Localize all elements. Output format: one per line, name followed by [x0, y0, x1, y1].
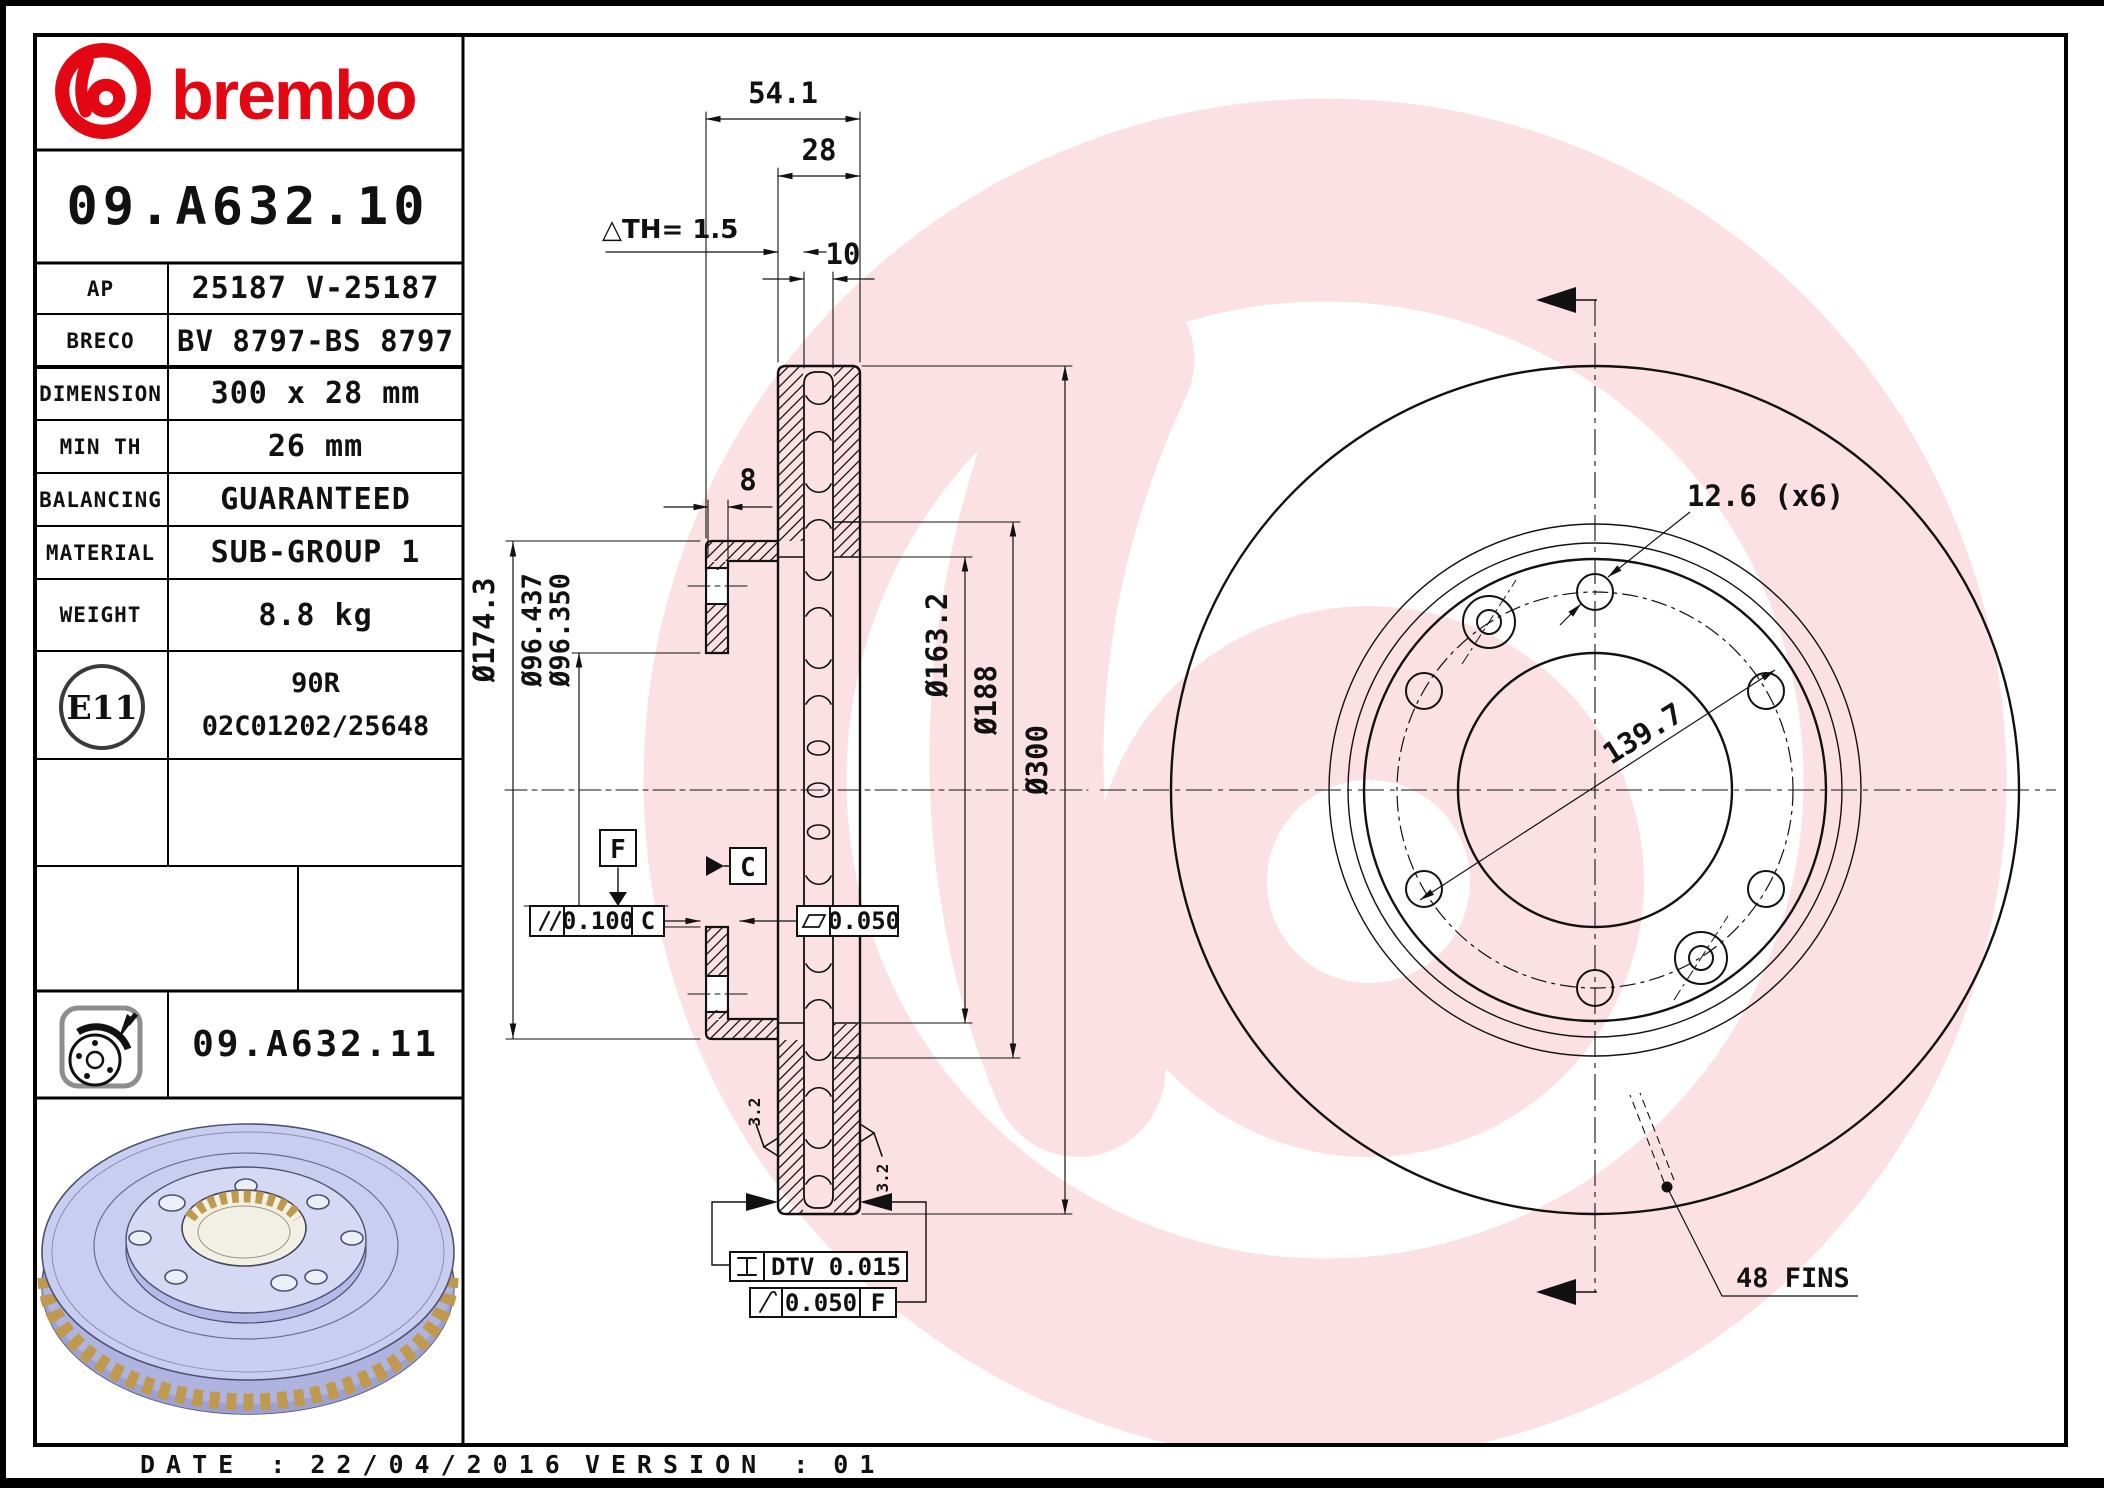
version-value: 01 — [833, 1450, 886, 1479]
spec-value: GUARANTEED — [220, 482, 411, 517]
date-label: DATE : — [140, 1450, 297, 1479]
spec-label: WEIGHT — [59, 603, 142, 627]
e-mark-badge: E11 — [59, 664, 145, 750]
spec-label: MATERIAL — [45, 540, 156, 565]
brand-row — [33, 33, 463, 150]
svg-text:F: F — [870, 1289, 886, 1317]
spec-row-minth — [33, 420, 463, 473]
spec-label: BRECO — [66, 328, 135, 353]
spec-label: MIN TH — [59, 434, 142, 459]
dim-wear-limit: △TH= 1.5 — [602, 215, 739, 245]
runout-tolerance-frame — [750, 1288, 896, 1317]
dia-outer: Ø300 — [1020, 725, 1054, 795]
spec-value: BV 8797-BS 8797 — [177, 323, 454, 358]
spec-value: SUB-GROUP 1 — [210, 535, 421, 570]
dim-thickness: 28 — [801, 133, 837, 167]
spec-row-breco — [33, 314, 463, 367]
spec-label: AP — [86, 276, 115, 301]
bolt-hole-dim: 12.6 (x6) — [1687, 479, 1845, 513]
dia-friction-inner: Ø163.2 — [920, 592, 954, 698]
dim-overall-width: 54.1 — [748, 76, 818, 110]
spec-label: DIMENSION — [39, 381, 162, 406]
spec-value: 25187 V-25187 — [191, 271, 440, 306]
page-edge-top — [0, 0, 2104, 6]
page-edge-left — [0, 0, 6, 1488]
spec-value: 300 x 28 mm — [210, 376, 421, 411]
roughness-left: 3.2 — [745, 1097, 764, 1127]
dia-bore-max: Ø96.437 — [517, 573, 548, 687]
spec-row-balancing — [33, 473, 463, 526]
svg-text:DTV 0.015: DTV 0.015 — [770, 1253, 902, 1281]
datum-f-triangle — [609, 892, 627, 906]
spec-label: BALANCING — [39, 487, 162, 512]
dia-hat: Ø174.3 — [467, 577, 501, 683]
dim-vent-width: 10 — [825, 237, 861, 271]
datum-f — [600, 830, 636, 906]
dia-bore-min: Ø96.350 — [545, 573, 576, 687]
svg-text:48 FINS: 48 FINS — [1736, 1263, 1850, 1294]
spec-row-material — [33, 526, 463, 579]
spec-row-dimension — [33, 367, 463, 420]
brand-wordmark: brembo — [171, 56, 416, 134]
title-block — [33, 33, 463, 1447]
svg-text:0.100: 0.100 — [561, 907, 635, 935]
spec-value: 8.8 kg — [258, 597, 373, 633]
version-label: VERSION : — [584, 1450, 820, 1479]
svg-text:C: C — [640, 907, 656, 935]
page-edge-bottom — [0, 1478, 2104, 1488]
homologation-row — [33, 651, 463, 759]
svg-text:C: C — [740, 853, 756, 883]
part-number: 09.A632.10 — [66, 176, 430, 237]
homologation-approval: 90R — [291, 668, 340, 699]
spec-row-weight — [33, 579, 463, 651]
spec-row-ap — [33, 263, 463, 314]
roughness-right: 3.2 — [873, 1163, 892, 1193]
dtv-tolerance-frame — [730, 1252, 907, 1281]
bolt-circle-dim: 139.7 — [1596, 695, 1689, 772]
date-value: 22/04/2016 — [310, 1450, 571, 1479]
variant-part-number: 09.A632.11 — [192, 1024, 439, 1065]
svg-text:0.050: 0.050 — [784, 1289, 858, 1317]
homologation-numbers — [168, 651, 463, 759]
homologation-number: 02C01202/25648 — [201, 711, 430, 742]
svg-text:F: F — [610, 835, 626, 865]
spec-value: 26 mm — [267, 429, 364, 464]
footer — [140, 1450, 899, 1479]
dia-step: Ø188 — [969, 665, 1003, 735]
svg-text:0.050: 0.050 — [827, 907, 901, 935]
dim-flange-thickness: 8 — [739, 463, 757, 497]
